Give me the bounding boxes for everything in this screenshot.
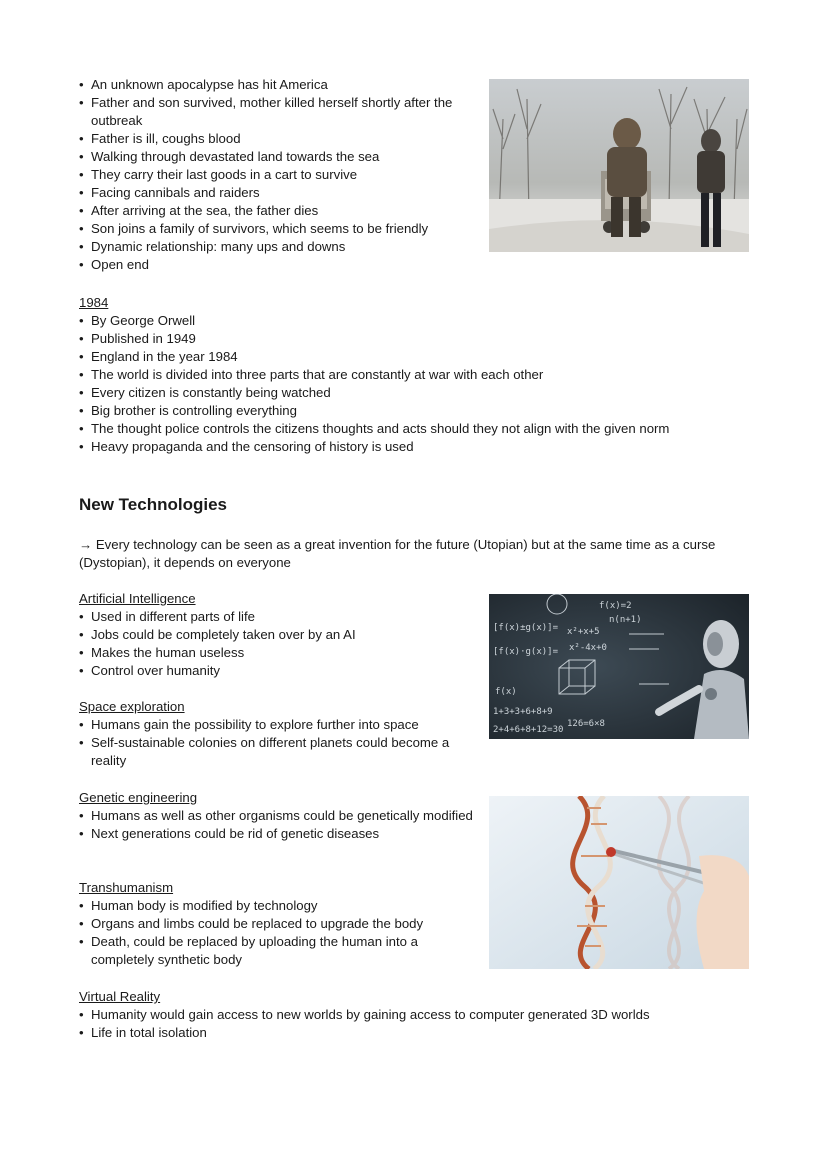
intro-paragraph: → Every technology can be seen as a great invention for the future (Utopian) but at the same time as a curse (Dystopian), it depends on everyone	[79, 537, 716, 570]
list-item: • Facing cannibals and raiders	[79, 184, 464, 202]
transhumanism-bullet-list	[79, 897, 479, 969]
list-item: • After arriving at the sea, the father dies	[79, 202, 464, 220]
genetic-bullet-list	[79, 807, 479, 843]
dna-helix-image	[489, 796, 749, 969]
road-movie-image	[489, 79, 749, 252]
list-item: • Life in total isolation	[79, 1024, 759, 1042]
list-item: • Walking through devastated land towards the sea	[79, 148, 464, 166]
list-item: • Self-sustainable colonies on different planets could become a reality	[79, 734, 474, 770]
space-bullet-list	[79, 716, 474, 770]
space-section	[79, 698, 474, 770]
book-1984-section	[79, 294, 759, 456]
list-item: • Organs and limbs could be replaced to upgrade the body	[79, 915, 479, 933]
road-movie-illustration	[489, 79, 749, 252]
list-item: • Published in 1949	[79, 330, 759, 348]
section-title-ai: Artificial Intelligence	[79, 591, 196, 606]
list-item: • Next generations could be rid of genetic diseases	[79, 825, 479, 843]
list-item: • Makes the human useless	[79, 644, 474, 662]
list-item: • Control over humanity	[79, 662, 474, 680]
list-item: • England in the year 1984	[79, 348, 759, 366]
ai-bullet-list	[79, 608, 474, 680]
list-item: • Dynamic relationship: many ups and downs	[79, 238, 464, 256]
list-item: • Father and son survived, mother killed herself shortly after the outbreak	[79, 94, 464, 130]
list-item: • An unknown apocalypse has hit America	[79, 76, 464, 94]
list-item: • Humans gain the possibility to explore further into space	[79, 716, 474, 734]
svg-text:2+4+6+8+12=30: 2+4+6+8+12=30	[493, 725, 564, 735]
svg-text:[f(x)·g(x)]=: [f(x)·g(x)]=	[493, 647, 559, 657]
book-1984-bullet-list	[79, 312, 759, 456]
list-item: • Heavy propaganda and the censoring of history is used	[79, 438, 759, 456]
list-item: • Son joins a family of survivors, which seems to be friendly	[79, 220, 464, 238]
section-title-vr: Virtual Reality	[79, 989, 161, 1004]
svg-text:x²+x+5: x²+x+5	[567, 627, 600, 637]
svg-text:f(x)=2: f(x)=2	[599, 601, 632, 611]
list-item: • Every citizen is constantly being watched	[79, 384, 759, 402]
list-item: • Human body is modified by technology	[79, 897, 479, 915]
road-bullet-list	[79, 76, 464, 274]
dna-helix-illustration	[489, 796, 749, 969]
ai-section	[79, 590, 474, 680]
list-item: • Humanity would gain access to new worlds by gaining access to computer generated 3D worlds	[79, 1006, 759, 1024]
list-item: • By George Orwell	[79, 312, 759, 330]
list-item: • The thought police controls the citizens thoughts and acts should they not align with the given norm	[79, 420, 759, 438]
section-title-genetic: Genetic engineering	[79, 790, 198, 805]
svg-text:1+3+3+6+8+9: 1+3+3+6+8+9	[493, 707, 553, 717]
list-item: • Jobs could be completely taken over by an AI	[79, 626, 474, 644]
list-item: • The world is divided into three parts that are constantly at war with each other	[79, 366, 759, 384]
section-title-transhumanism: Transhumanism	[79, 880, 174, 895]
list-item: • Big brother is controlling everything	[79, 402, 759, 420]
svg-text:n(n+1): n(n+1)	[609, 615, 642, 625]
list-item: • Humans as well as other organisms could be genetically modified	[79, 807, 479, 825]
list-item: • Death, could be replaced by uploading the human into a completely synthetic body	[79, 933, 479, 969]
transhumanism-section	[79, 879, 479, 969]
svg-text:x²-4x+0: x²-4x+0	[569, 643, 607, 653]
ai-robot-image	[489, 594, 749, 739]
genetic-section	[79, 789, 479, 843]
list-item: • Open end	[79, 256, 464, 274]
list-item: • Father is ill, coughs blood	[79, 130, 464, 148]
svg-text:[f(x)±g(x)]=: [f(x)±g(x)]=	[493, 623, 559, 633]
list-item: • They carry their last goods in a cart to survive	[79, 166, 464, 184]
list-item: • Used in different parts of life	[79, 608, 474, 626]
section-title-1984: 1984	[79, 295, 109, 310]
section-title-space: Space exploration	[79, 699, 185, 714]
vr-bullet-list	[79, 1006, 759, 1042]
ai-robot-illustration	[489, 594, 749, 739]
heading-new-technologies: New Technologies	[79, 495, 227, 514]
vr-section	[79, 988, 759, 1042]
svg-text:126=6×8: 126=6×8	[567, 719, 605, 729]
road-summary	[79, 76, 464, 274]
svg-text:f(x): f(x)	[495, 687, 517, 697]
